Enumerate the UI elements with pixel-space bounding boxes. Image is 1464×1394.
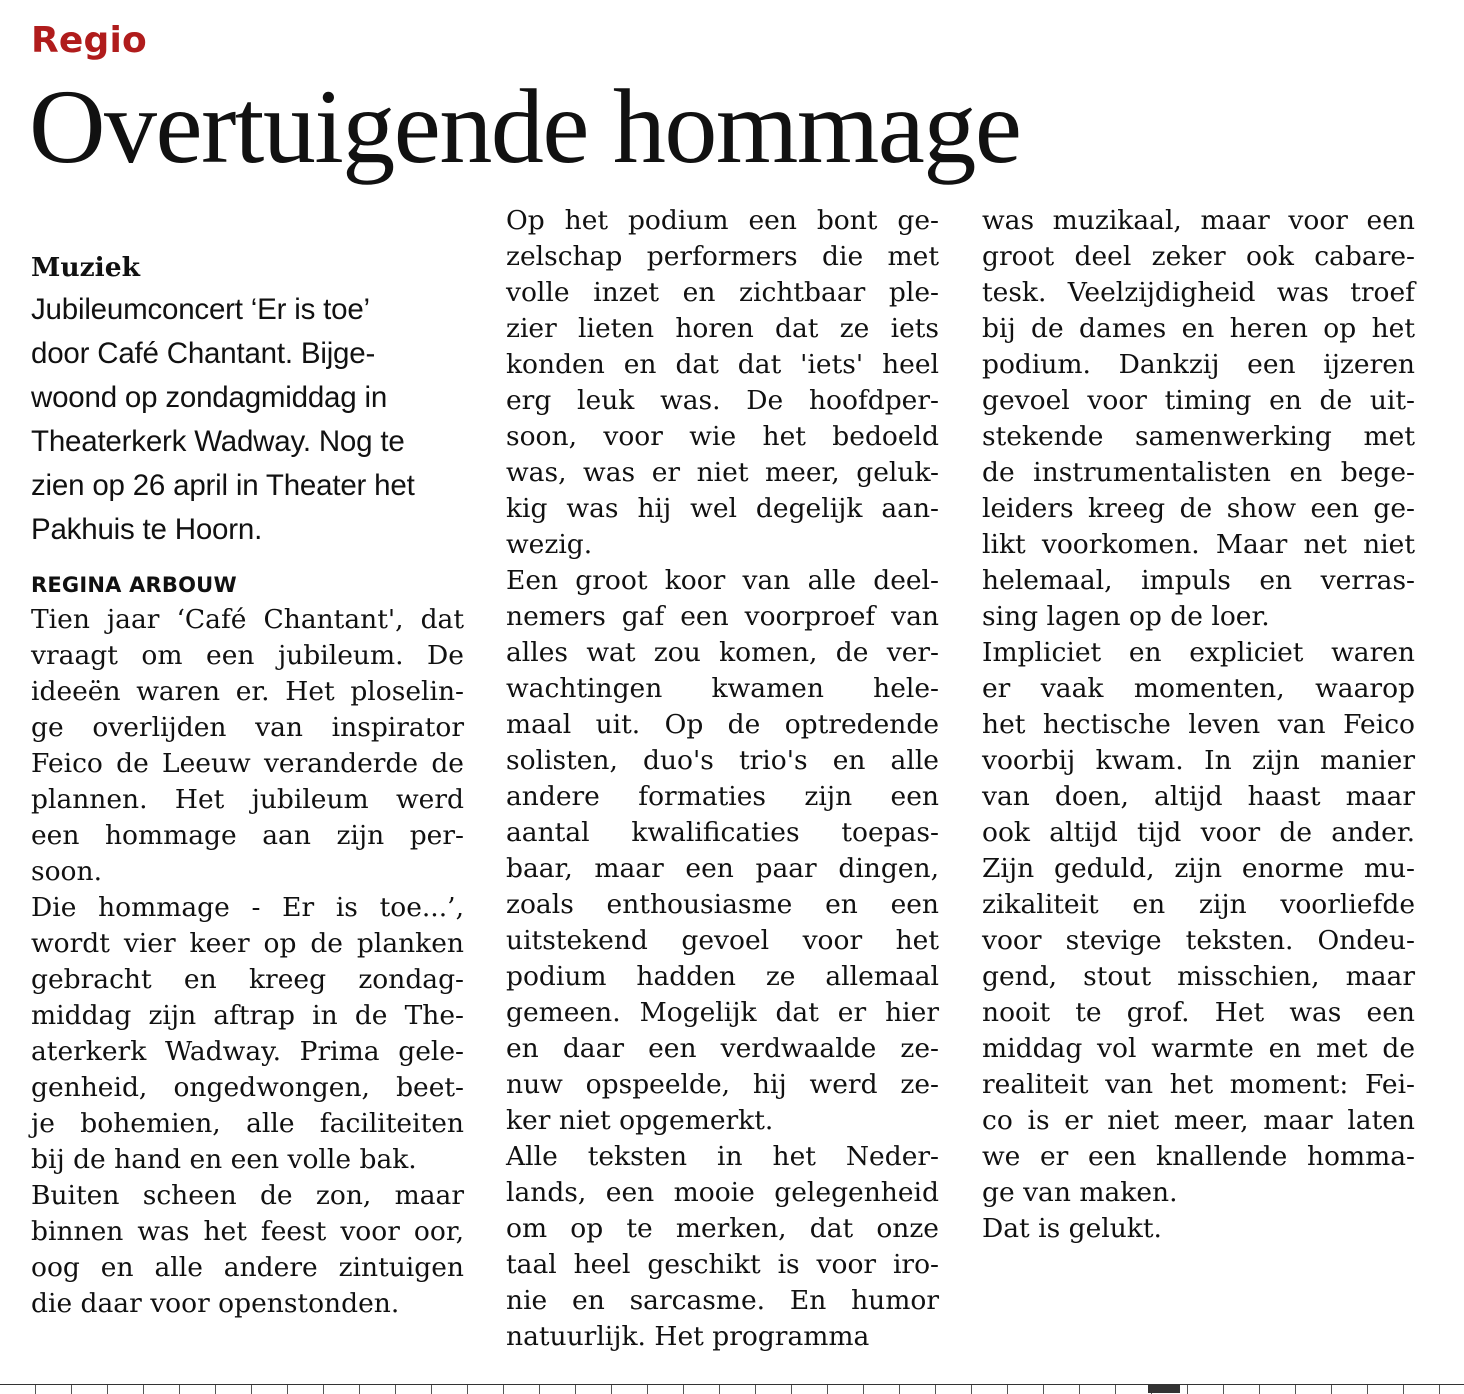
body-line: middag zijn aftrap in de The- — [31, 1000, 464, 1031]
body-line: voorbij kwam. In zijn manier — [982, 745, 1415, 776]
body-line: soon. — [31, 856, 102, 887]
body-line: en daar een verdwaalde ze- — [506, 1033, 939, 1064]
body-line: nooit te grof. Het was een — [982, 997, 1415, 1028]
genre-label: Muziek — [31, 252, 140, 283]
body-line: uitstekend gevoel voor het — [506, 925, 939, 956]
info-line: Theaterkerk Wadway. Nog te — [31, 425, 405, 458]
body-line: Op het podium een bont ge- — [506, 205, 939, 236]
body-line: van doen, altijd haast maar — [982, 781, 1415, 812]
body-line: likt voorkomen. Maar net niet — [982, 529, 1415, 560]
body-line: aantal kwalificaties toepas- — [506, 817, 939, 848]
body-line: een hommage aan zijn per- — [31, 820, 464, 851]
body-line: konden en dat dat 'iets' heel — [506, 349, 939, 380]
body-line: maal uit. Op de optredende — [506, 709, 939, 740]
body-line: nie en sarcasme. En humor — [506, 1285, 939, 1316]
body-line: die daar voor openstonden. — [31, 1288, 400, 1319]
body-line: ge overlijden van inspirator — [31, 712, 464, 743]
body-line: gemeen. Mogelijk dat er hier — [506, 997, 939, 1028]
body-line: ge van maken. — [982, 1177, 1178, 1208]
body-line: zier lieten horen dat ze iets — [506, 313, 939, 344]
body-line: gevoel voor timing en de uit- — [982, 385, 1415, 416]
info-line: door Café Chantant. Bijge- — [31, 337, 376, 370]
body-line: leiders kreeg de show een ge- — [982, 493, 1415, 524]
body-line: volle inzet en zichtbaar ple- — [506, 277, 939, 308]
headline: Overtuigende hommage — [29, 68, 1021, 185]
info-line: Pakhuis te Hoorn. — [31, 513, 263, 546]
body-line: wachtingen kwamen hele- — [506, 673, 939, 704]
body-line: lands, een mooie gelegenheid — [506, 1177, 939, 1208]
body-line: we er een knallende homma- — [982, 1141, 1415, 1172]
body-line: andere formaties zijn een — [506, 781, 939, 812]
body-line: taal heel geschikt is voor iro- — [506, 1249, 939, 1280]
body-line: de instrumentalisten en bege- — [982, 457, 1415, 488]
body-line: het hectische leven van Feico — [982, 709, 1415, 740]
body-line: zelschap performers die met — [506, 241, 939, 272]
body-line: ker niet opgemerkt. — [506, 1105, 774, 1136]
body-line: aterkerk Wadway. Prima gele- — [31, 1036, 464, 1067]
body-line: bij de hand en een volle bak. — [31, 1144, 417, 1175]
body-line: je bohemien, alle faciliteiten — [31, 1108, 464, 1139]
body-line: om op te merken, dat onze — [506, 1213, 939, 1244]
body-line: tesk. Veelzijdigheid was troef — [982, 277, 1415, 308]
body-line: gend, stout misschien, maar — [982, 961, 1415, 992]
ruler-marker — [1148, 1385, 1180, 1393]
body-line: genheid, ongedwongen, beet- — [31, 1072, 464, 1103]
body-line: podium. Dankzij een ijzeren — [982, 349, 1415, 380]
body-line: Alle teksten in het Neder- — [506, 1141, 939, 1172]
section-label: Regio — [31, 20, 147, 61]
body-line: alles wat zou komen, de ver- — [506, 637, 939, 668]
body-line: baar, maar een paar dingen, — [506, 853, 939, 884]
body-line: binnen was het feest voor oor, — [31, 1216, 464, 1247]
body-line: Dat is gelukt. — [982, 1213, 1162, 1244]
info-line: Jubileumconcert ‘Er is toe’ — [31, 293, 370, 326]
body-line: Zijn geduld, zijn enorme mu- — [982, 853, 1415, 884]
body-line: soon, voor wie het bedoeld — [506, 421, 939, 452]
body-line: Tien jaar ‘Café Chantant', dat — [31, 604, 464, 635]
body-line: er vaak momenten, waarop — [982, 673, 1415, 704]
body-line: vraagt om een jubileum. De — [31, 640, 464, 671]
info-line: woond op zondagmiddag in — [31, 381, 388, 414]
body-line: kig was hij wel degelijk aan- — [506, 493, 939, 524]
body-line: zoals enthousiasme en een — [506, 889, 939, 920]
body-line: realiteit van het moment: Fei- — [982, 1069, 1415, 1100]
body-line: helemaal, impuls en verras- — [982, 565, 1415, 596]
author-byline: REGINA ARBOUW — [31, 573, 237, 597]
body-line: was, was er niet meer, geluk- — [506, 457, 939, 488]
body-line: erg leuk was. De hoofdper- — [506, 385, 939, 416]
body-line: wordt vier keer op de planken — [31, 928, 464, 959]
article-column-1 — [31, 248, 464, 1322]
body-line: groot deel zeker ook cabare- — [982, 241, 1415, 272]
article-column-2 — [506, 203, 939, 1355]
body-line: ideeën waren er. Het ploselin- — [31, 676, 464, 707]
body-line: solisten, duo's trio's en alle — [506, 745, 939, 776]
body-line: plannen. Het jubileum werd — [31, 784, 464, 815]
column-2-body — [506, 203, 939, 1355]
body-line: stekende samenwerking met — [982, 421, 1415, 452]
body-line: sing lagen op de loer. — [982, 601, 1270, 632]
body-line: co is er niet meer, maar laten — [982, 1105, 1415, 1136]
body-line: middag vol warmte en met de — [982, 1033, 1415, 1064]
body-line: nuw opspeelde, hij werd ze- — [506, 1069, 939, 1100]
body-line: wezig. — [506, 529, 593, 560]
body-line: zikaliteit en zijn voorliefde — [982, 889, 1415, 920]
body-line: was muzikaal, maar voor een — [982, 205, 1415, 236]
article-column-3 — [982, 203, 1415, 1247]
body-line: Impliciet en expliciet waren — [982, 637, 1415, 668]
body-line: gebracht en kreeg zondag- — [31, 964, 464, 995]
body-line: oog en alle andere zintuigen — [31, 1252, 464, 1283]
body-line: Die hommage - Er is toe...’, — [31, 892, 464, 923]
body-line: voor stevige teksten. Ondeu- — [982, 925, 1415, 956]
column-3-body — [982, 203, 1415, 1247]
body-line: bij de dames en heren op het — [982, 313, 1415, 344]
column-1-body — [31, 602, 464, 1322]
body-line: Een groot koor van alle deel- — [506, 565, 939, 596]
info-line: zien op 26 april in Theater het — [31, 469, 415, 502]
body-line: podium hadden ze allemaal — [506, 961, 939, 992]
body-line: nemers gaf een voorproef van — [506, 601, 939, 632]
body-line: natuurlijk. Het programma — [506, 1321, 870, 1352]
body-line: ook altijd tijd voor de ander. — [982, 817, 1415, 848]
body-line: Buiten scheen de zon, maar — [31, 1180, 464, 1211]
body-line: Feico de Leeuw veranderde de — [31, 748, 464, 779]
